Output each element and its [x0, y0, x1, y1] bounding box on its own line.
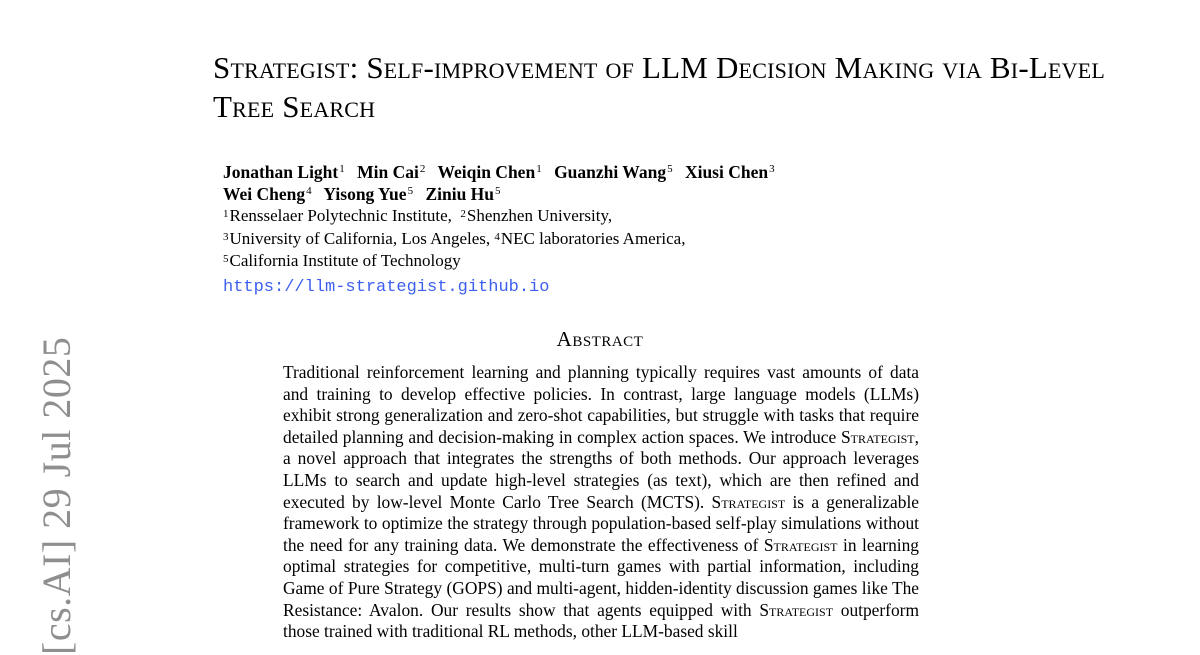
- author-name: Guanzhi Wang: [554, 162, 667, 182]
- abstract-text: Traditional reinforcement learning and planning typically requires vast amounts of data and training to develop effective policies. In contrast, large language models (LLMs) exhibit strong generalization and zero-shot capabilities, but struggle with tasks that require detailed planning and decision-making in complex action spaces. We introduce: [283, 362, 919, 447]
- author-affil-mark: 3: [769, 163, 775, 175]
- affiliation: California Institute of Technology: [229, 251, 461, 270]
- affiliation-list: [223, 205, 983, 273]
- author-list: [223, 161, 983, 205]
- affil-mark: 3: [223, 230, 229, 243]
- affil-mark: 5: [223, 253, 229, 265]
- abstract-heading: Abstract: [556, 327, 644, 351]
- author-name: Jonathan Light: [223, 162, 339, 182]
- author: [223, 184, 312, 204]
- author-affil-mark: 1: [339, 163, 345, 175]
- author: [323, 184, 413, 204]
- system-name: Strategist: [763, 534, 838, 555]
- affil-mark: 2: [460, 208, 466, 220]
- author-affil-mark: 5: [407, 185, 414, 197]
- affiliation: Shenzhen University,: [466, 206, 613, 225]
- author-name: Xiusi Chen: [684, 162, 769, 182]
- affiliation-line: [223, 228, 983, 251]
- author-name: Weiqin Chen: [437, 162, 536, 182]
- author: [223, 162, 345, 182]
- affiliation-line: [223, 250, 983, 273]
- author-affil-mark: 2: [419, 163, 426, 175]
- arxiv-margin-stamp: [cs.AI] 29 Jul 2025: [34, 336, 79, 655]
- system-name: Strategist: [840, 426, 915, 447]
- author-name: Ziniu Hu: [425, 184, 495, 204]
- affil-mark: 4: [494, 230, 500, 243]
- author-affil-mark: 5: [667, 163, 673, 175]
- project-url-link[interactable]: https://llm-strategist.github.io: [223, 278, 550, 297]
- system-name: Strategist: [711, 491, 786, 512]
- author-name: Yisong Yue: [323, 184, 407, 204]
- author: [425, 184, 500, 204]
- author-affil-mark: 4: [306, 185, 312, 197]
- author-name: Wei Cheng: [223, 184, 306, 204]
- abstract-text: in learning optimal strategies for competitive, multi-turn games with partial information, including Game of Pure Strategy (GOPS) and multi-agent, hidden-identity discussion games like The Resistance: Avalon. Our results show that agents equipped with: [283, 534, 919, 620]
- author: [437, 162, 541, 182]
- abstract-text: is a generalizable framework to optimize the strategy through population-based self-play simulations without the need for any training data. We demonstrate the effectiveness of: [283, 491, 919, 555]
- author: [685, 162, 775, 182]
- affiliation: NEC laboratories America,: [500, 228, 686, 248]
- affiliation: Rensselaer Polytechnic Institute,: [229, 206, 452, 225]
- abstract-text: , a novel approach that integrates the strengths of both methods. Our approach leverages LLMs to search and update high-level strategies (as text), which are then refined and executed by low-level Monte Carlo Tree Search (MCTS).: [283, 426, 919, 512]
- abstract-text: outperform those trained with traditional RL methods, other LLM-based skill: [283, 599, 919, 642]
- affil-mark: 1: [223, 208, 229, 220]
- affiliation: University of California, Los Angeles,: [229, 228, 491, 248]
- author-affil-mark: 5: [495, 185, 501, 197]
- title-subtitle: : Self-improvement of LLM Decision Making via Bi-Level Tree Search: [213, 50, 1105, 124]
- abstract-body: [283, 362, 919, 643]
- author-affil-mark: 1: [536, 163, 542, 175]
- system-name: Strategist: [759, 599, 834, 620]
- author-name: Min Cai: [357, 162, 419, 182]
- author: [357, 162, 425, 182]
- paper-title: [213, 48, 1113, 126]
- author: [554, 162, 673, 182]
- title-system-name: Strategist: [213, 50, 350, 85]
- affiliation-line: [223, 205, 983, 228]
